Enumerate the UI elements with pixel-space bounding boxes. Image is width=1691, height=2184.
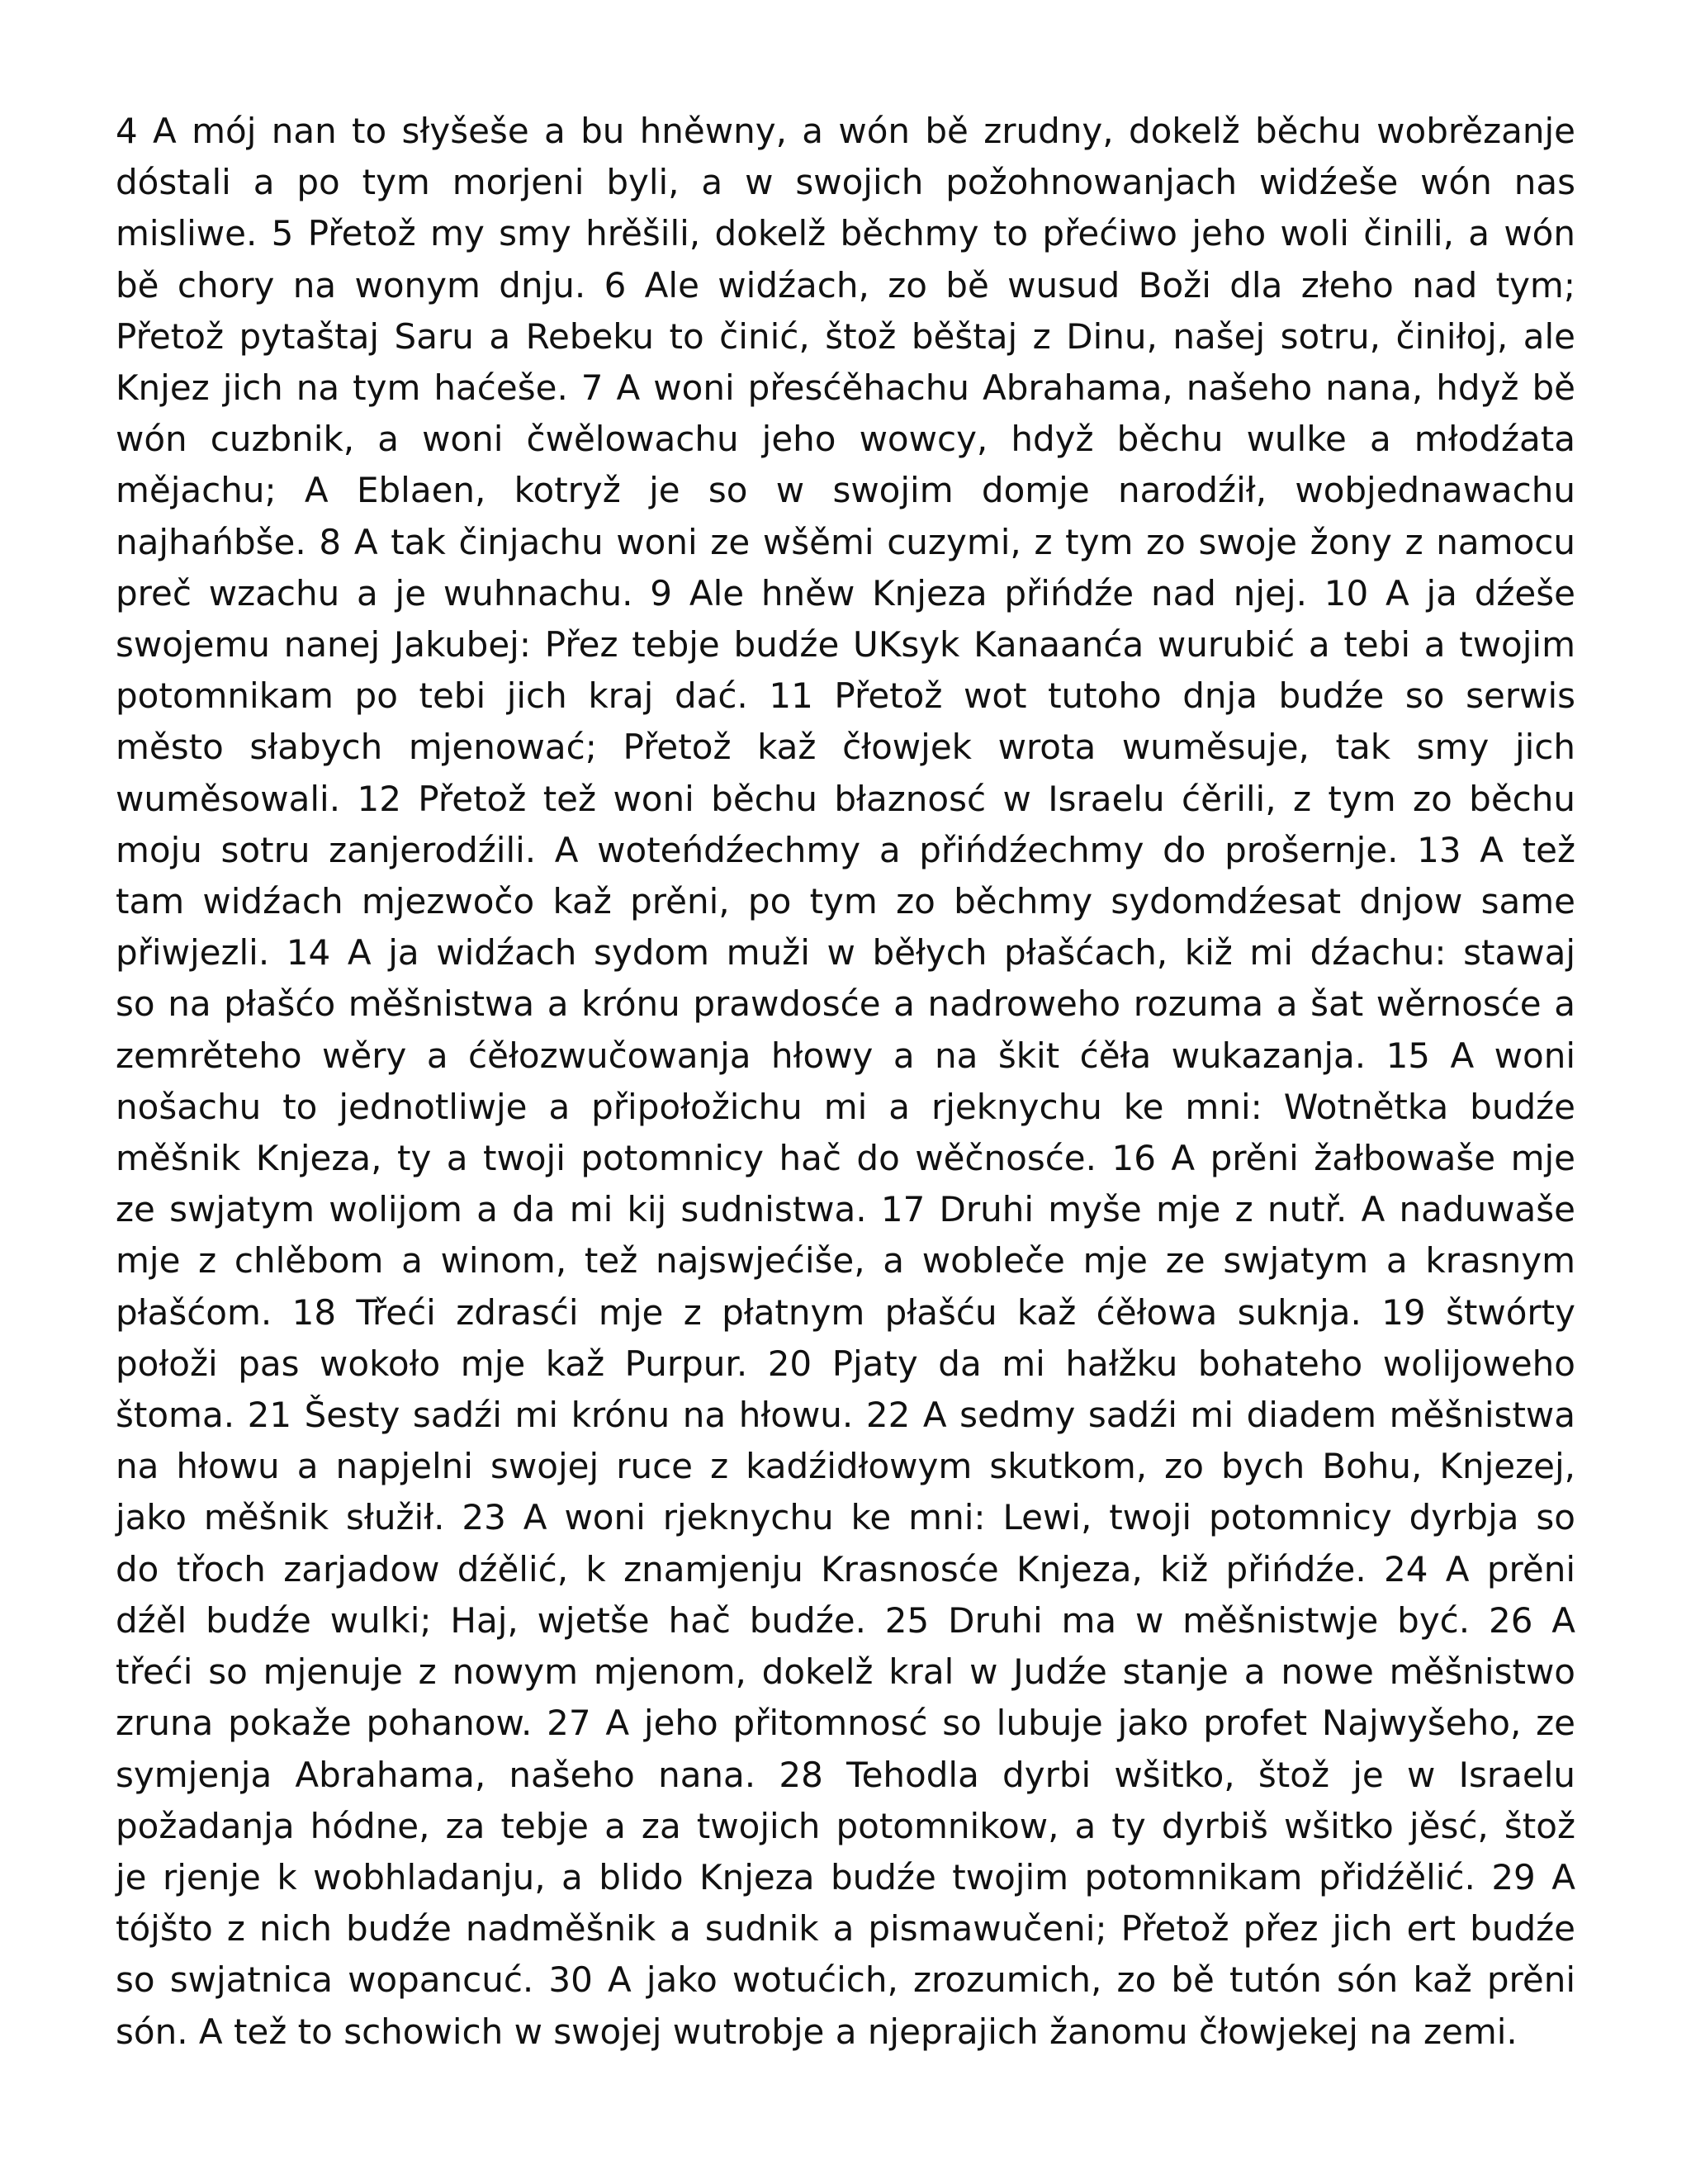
text-line: ze swjatym wolijom a da mi kij sudnistwa. 17 Druhi myše mje z nutř. A naduwaše xyxy=(116,1189,1575,1230)
text-line: třeći so mjenuje z nowym mjenom, dokelž kral w Judźe stanje a nowe měšnistwo xyxy=(116,1651,1575,1693)
text-line: Přetož pytaštaj Saru a Rebeku to činić, štož běštaj z Dinu, našej sotru, činiłoj, ale xyxy=(116,315,1575,357)
text-line: město słabych mjenować; Přetož kaž čłowjek wrota wuměsuje, tak smy jich xyxy=(116,727,1575,768)
text-line: přiwjezli. 14 A ja widźach sydom muži w běłych płašćach, kiž mi dźachu: stawaj xyxy=(116,932,1575,974)
text-line: mějachu; A Eblaen, kotryž je so w swojim domje narodźił, wobjednawachu xyxy=(116,470,1575,511)
text-line: so na płašćo měšnistwa a krónu prawdosće a nadroweho rozuma a šat wěrnosće a xyxy=(116,983,1575,1025)
text-line: dóstali a po tym morjeni byli, a w swojich požohnowanjach widźeše wón nas xyxy=(116,162,1575,203)
text-line: tam widźach mjezwočo kaž prěni, po tym zo běchmy sydomdźesat dnjow same xyxy=(116,881,1575,922)
text-line: dźěl budźe wulki; Haj, wjetše hač budźe. 25 Druhi ma w měšnistwje być. 26 A xyxy=(116,1599,1575,1641)
text-line: wuměsowali. 12 Přetož tež woni běchu błaznosć w Israelu ćěrili, z tym zo běchu xyxy=(116,778,1575,819)
text-line: so swjatnica wopancuć. 30 A jako wotućich, zrozumich, zo bě tutón són kaž prěni xyxy=(116,1959,1575,2001)
text-line: zemrěteho wěry a ćěłozwučowanja hłowy a na škit ćěła wukazanja. 15 A woni xyxy=(116,1035,1575,1076)
text-line: misliwe. 5 Přetož my smy hrěšili, dokelž běchmy to přećiwo jeho woli činili, a wón xyxy=(116,213,1575,254)
document-page xyxy=(116,106,1575,2058)
text-line: moju sotru zanjerodźili. A woteńdźechmy a přińdźechmy do prošernje. 13 A tež xyxy=(116,829,1575,870)
text-line: Knjez jich na tym haćeše. 7 A woni přesćěhachu Abrahama, našeho nana, hdyž bě xyxy=(116,367,1575,409)
text-line: symjenja Abrahama, našeho nana. 28 Tehodla dyrbi wšitko, štož je w Israelu xyxy=(116,1754,1575,1795)
text-line: je rjenje k wobhladanju, a blido Knjeza budźe twojim potomnikam přidźělić. 29 A xyxy=(116,1856,1575,1897)
text-line: swojemu nanej Jakubej: Přez tebje budźe UKsyk Kanaanća wurubić a tebi a twojim xyxy=(116,624,1575,666)
text-line: potomnikam po tebi jich kraj dać. 11 Přetož wot tutoho dnja budźe so serwis xyxy=(116,675,1575,717)
text-line: na hłowu a napjelni swojej ruce z kadźidłowym skutkom, zo bych Bohu, Knjezej, xyxy=(116,1446,1575,1487)
text-line: płašćom. 18 Třeći zdrasći mje z płatnym płašću kaž ćěłowa suknja. 19 štwórty xyxy=(116,1291,1575,1333)
text-line: nošachu to jednotliwje a připołožichu mi a rjeknychu ke mni: Wotnětka budźe xyxy=(116,1086,1575,1127)
text-line: zruna pokaže pohanow. 27 A jeho přitomnosć so lubuje jako profet Najwyšeho, ze xyxy=(116,1703,1575,1744)
text-line: połoži pas wokoło mje kaž Purpur. 20 Pjaty da mi hałžku bohateho wolijoweho xyxy=(116,1343,1575,1384)
text-line: bě chory na wonym dnju. 6 Ale widźach, zo bě wusud Boži dla złeho nad tym; xyxy=(116,264,1575,306)
text-line: požadanja hódne, za tebje a za twojich potomnikow, a ty dyrbiš wšitko jěsć, štož xyxy=(116,1805,1575,1846)
text-line: jako měšnik słužił. 23 A woni rjeknychu ke mni: Lewi, twoji potomnicy dyrbja so xyxy=(116,1497,1575,1538)
body-text xyxy=(116,106,1575,2058)
text-line: do třoch zarjadow dźělić, k znamjenju Krasnosće Knjeza, kiž přińdźe. 24 A prěni xyxy=(116,1548,1575,1589)
text-line: són. A tež to schowich w swojej wutrobje a njeprajich žanomu čłowjekej na zemi. xyxy=(116,2011,1518,2052)
text-line: preč wzachu a je wuhnachu. 9 Ale hněw Knjeza přińdźe nad njej. 10 A ja dźeše xyxy=(116,572,1575,614)
text-line: měšnik Knjeza, ty a twoji potomnicy hač do wěčnosće. 16 A prěni žałbowaše mje xyxy=(116,1138,1575,1179)
text-line: 4 A mój nan to słyšeše a bu hněwny, a wón bě zrudny, dokelž běchu wobrězanje xyxy=(116,111,1575,151)
text-line: štoma. 21 Šesty sadźi mi krónu na hłowu. 22 A sedmy sadźi mi diadem měšnistwa xyxy=(116,1395,1575,1436)
text-line: mje z chlěbom a winom, tež najswjećiše, a wobleče mje ze swjatym a krasnym xyxy=(116,1240,1575,1282)
text-line: wón cuzbnik, a woni čwělowachu jeho wowcy, hdyž běchu wulke a młodźata xyxy=(116,419,1575,460)
text-line: tójšto z nich budźe nadměšnik a sudnik a pismawučeni; Přetož přez jich ert budźe xyxy=(116,1908,1575,1949)
text-line: najhańbše. 8 A tak činjachu woni ze wšěmi cuzymi, z tym zo swoje žony z namocu xyxy=(116,521,1575,562)
